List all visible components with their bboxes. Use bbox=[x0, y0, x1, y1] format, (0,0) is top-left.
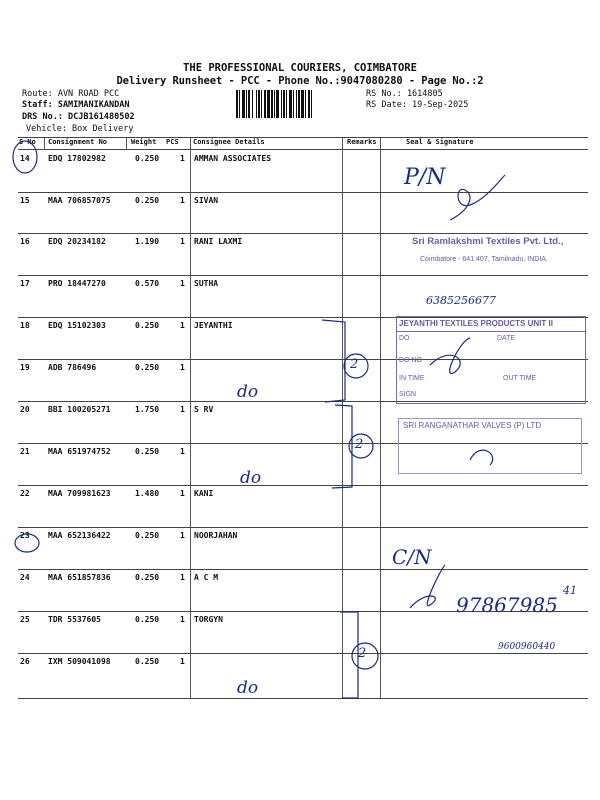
row-consignment: BBI 100205271 bbox=[48, 405, 111, 414]
row-consignment: TDR 5537605 bbox=[48, 615, 101, 624]
row-weight: 0.250 bbox=[135, 363, 160, 372]
signature-scribble bbox=[450, 175, 505, 220]
row-consignee: TORGYN bbox=[194, 615, 223, 624]
handwritten-pin: P/N bbox=[404, 165, 446, 190]
handwritten-count: 2 bbox=[350, 357, 359, 372]
row-consignment: MAA 709981623 bbox=[48, 489, 111, 498]
row-consignment: EDQ 15102303 bbox=[48, 321, 106, 330]
row-weight: 0.570 bbox=[135, 279, 160, 288]
row-consignment: EDQ 17802982 bbox=[48, 154, 106, 163]
row-consignee: AMMAN ASSOCIATES bbox=[194, 154, 272, 163]
row-weight: 0.250 bbox=[135, 615, 160, 624]
row-consignment: PRO 18447270 bbox=[48, 279, 106, 288]
stamp-company-name: JEYANTHI TEXTILES PRODUCTS UNIT II bbox=[399, 319, 553, 328]
handwritten-phone: 97867985 bbox=[456, 593, 558, 617]
handwritten-phone: 6385256677 bbox=[426, 294, 496, 307]
row-sno: 26 bbox=[20, 657, 30, 666]
vehicle-label: Vehicle: Box Delivery bbox=[26, 124, 134, 134]
row-sno: 17 bbox=[20, 279, 30, 288]
handwritten-do: do bbox=[237, 382, 259, 402]
row-sno: 23 bbox=[20, 531, 30, 540]
row-weight: 0.250 bbox=[135, 447, 160, 456]
row-sno: 25 bbox=[20, 615, 30, 624]
col-pcs: PCS bbox=[166, 138, 179, 146]
stamp-field-sign: SIGN bbox=[399, 391, 417, 398]
stamp-company-name: Sri Ramlakshmi Textiles Pvt. Ltd., bbox=[412, 236, 564, 247]
row-consignee: KANI bbox=[194, 489, 214, 498]
row-pcs: 1 bbox=[180, 447, 185, 456]
col-weight: Weight bbox=[131, 138, 157, 146]
row-weight: 0.250 bbox=[135, 321, 160, 330]
row-weight: 1.190 bbox=[135, 237, 160, 246]
row-pcs: 1 bbox=[180, 237, 185, 246]
group-bracket bbox=[340, 612, 358, 698]
row-sno: 18 bbox=[20, 321, 30, 330]
signature-scribble bbox=[410, 565, 445, 608]
col-remarks: Remarks bbox=[347, 138, 377, 146]
circle-mark-14 bbox=[13, 141, 37, 173]
row-pcs: 1 bbox=[180, 657, 185, 666]
stamp-field-dono: DO NO bbox=[399, 357, 422, 364]
row-consignment: MAA 651974752 bbox=[48, 447, 111, 456]
handwritten-phone: 9600960440 bbox=[498, 642, 556, 652]
row-weight: 0.250 bbox=[135, 573, 160, 582]
drs-label: DRS No.: DCJB161480502 bbox=[22, 112, 135, 122]
row-weight: 1.480 bbox=[135, 489, 160, 498]
row-pcs: 1 bbox=[180, 531, 185, 540]
company-stamp bbox=[398, 418, 582, 474]
stamp-field-intime: IN TIME bbox=[399, 375, 425, 382]
row-consignment: IXM 509041098 bbox=[48, 657, 111, 666]
row-pcs: 1 bbox=[180, 363, 185, 372]
staff-label: Staff: SAMIMANIKANDAN bbox=[22, 100, 130, 110]
stamp-address: Coimbatore - 641 407, Tamilnadu, INDIA. bbox=[420, 256, 548, 263]
row-sno: 20 bbox=[20, 405, 30, 414]
row-consignee: JEYANTHI bbox=[194, 321, 233, 330]
col-sno: S No bbox=[19, 138, 36, 146]
row-weight: 0.250 bbox=[135, 154, 160, 163]
row-consignment: MAA 651857836 bbox=[48, 573, 111, 582]
handwritten-do: do bbox=[240, 468, 262, 488]
rs-date: RS Date: 19-Sep-2025 bbox=[366, 100, 469, 110]
row-sno: 21 bbox=[20, 447, 30, 456]
col-seal: Seal & Signature bbox=[406, 138, 474, 146]
row-consignment: ADB 786496 bbox=[48, 363, 97, 372]
stamp-field-do: DO bbox=[399, 335, 410, 342]
row-sno: 19 bbox=[20, 363, 30, 372]
row-pcs: 1 bbox=[180, 489, 185, 498]
row-consignee: SUTHA bbox=[194, 279, 219, 288]
handwritten-count: 2 bbox=[355, 437, 364, 452]
stamp-field-date: DATE bbox=[497, 335, 516, 342]
stamp-company-name: SRI RANGANATHAR VALVES (P) LTD bbox=[403, 421, 542, 430]
handwritten-count: 2 bbox=[358, 646, 367, 661]
row-consignment: EDQ 20234182 bbox=[48, 237, 106, 246]
row-weight: 0.250 bbox=[135, 657, 160, 666]
row-consignee: SIVAN bbox=[194, 196, 219, 205]
col-consignee: Consignee Details bbox=[193, 138, 265, 146]
row-consignment: MAA 706857075 bbox=[48, 196, 111, 205]
route-label: Route: AVN ROAD PCC bbox=[22, 89, 120, 99]
row-pcs: 1 bbox=[180, 321, 185, 330]
row-consignee: A C M bbox=[194, 573, 219, 582]
row-pcs: 1 bbox=[180, 615, 185, 624]
row-weight: 1.750 bbox=[135, 405, 160, 414]
row-pcs: 1 bbox=[180, 154, 185, 163]
row-consignment: MAA 652136422 bbox=[48, 531, 111, 540]
circle-mark-23 bbox=[15, 534, 39, 552]
handwritten-cin: C/N bbox=[392, 545, 432, 569]
handwritten-note: 41 bbox=[563, 584, 577, 597]
row-sno: 22 bbox=[20, 489, 30, 498]
row-sno: 24 bbox=[20, 573, 30, 582]
row-consignee: S RV bbox=[194, 405, 214, 414]
row-weight: 0.250 bbox=[135, 531, 160, 540]
row-sno: 15 bbox=[20, 196, 30, 205]
page-title: THE PROFESSIONAL COURIERS, COIMBATORE bbox=[183, 62, 417, 74]
company-stamp bbox=[396, 234, 586, 274]
row-pcs: 1 bbox=[180, 279, 185, 288]
row-consignee: NOORJAHAN bbox=[194, 531, 238, 540]
page-subtitle: Delivery Runsheet - PCC - Phone No.:9047080280 - Page No.:2 bbox=[116, 75, 484, 87]
group-bracket bbox=[322, 320, 345, 402]
row-pcs: 1 bbox=[180, 196, 185, 205]
rs-number: RS No.: 1614805 bbox=[366, 89, 443, 99]
stamp-field-outtime: OUT TIME bbox=[503, 375, 537, 382]
row-sno: 16 bbox=[20, 237, 30, 246]
row-consignee: RANI LAXMI bbox=[194, 237, 243, 246]
row-pcs: 1 bbox=[180, 573, 185, 582]
row-pcs: 1 bbox=[180, 405, 185, 414]
row-sno: 14 bbox=[20, 154, 30, 163]
handwritten-do: do bbox=[237, 678, 259, 698]
col-consignment: Consignment No bbox=[48, 138, 108, 146]
row-weight: 0.250 bbox=[135, 196, 160, 205]
receipt-stamp bbox=[396, 316, 586, 404]
